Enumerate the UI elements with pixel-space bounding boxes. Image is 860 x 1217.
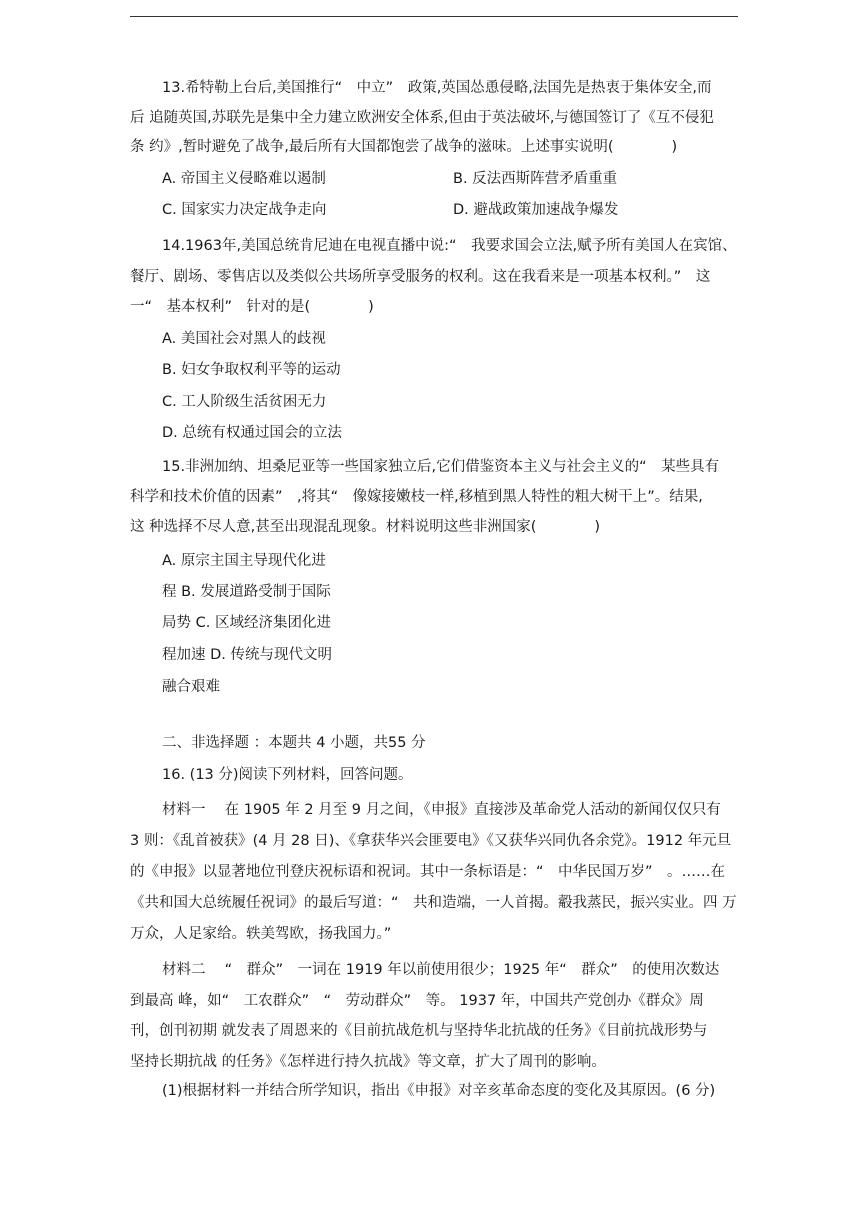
material2-line-3: 刊，创刊初期 就发表了周恩来的《目前抗战危机与坚持华北抗战的任务》《目前抗战形势与 [130,1023,708,1039]
q14-option-c: C. 工人阶级生活贫困无力 [162,394,327,410]
q14-line-3: 一“ 基本权利” 针对的是( ) [130,299,374,315]
q15-line-3: 这 种选择不尽人意,甚至出现混乱现象。材料说明这些非洲国家( ) [130,519,601,535]
q14-option-b: B. 妇女争取权利平等的运动 [162,362,341,378]
material2-line-4: 坚持长期抗战 的任务》《怎样进行持久抗战》等文章，扩大了周刊的影响。 [130,1054,606,1070]
material2-line-1: 材料二 “ 群众” 一词在 1919 年以前使用很少；1925 年“ 群众” 的使用次数达 [162,962,720,978]
q15-options-line-3: 局势 C. 区域经济集团化进 [162,615,331,631]
material1-line-4: 《共和国大总统履任祝词》的最后写道：“ 共和造端，一人首揭。觳我蒸民，振兴实业。四 万 [130,895,737,911]
q15-options-line-1: A. 原宗主国主导现代化进 [162,553,326,569]
q15-options-line-2: 程 B. 发展道路受制于国际 [162,584,331,600]
q13-line-1: 13.希特勒上台后,美国推行“ 中立” 政策,英国怂恿侵略,法国先是热衷于集体安全,而 [162,80,712,96]
q14-option-a: A. 美国社会对黑人的歧视 [162,331,326,347]
q13-option-b: B. 反法西斯阵营矛盾重重 [453,171,618,187]
material2-line-2: 到最高 峰，如“ 工农群众” “ 劳动群众” 等。 1937 年，中国共产党创办《群众》周 [130,993,704,1009]
material1-line-3: 的《申报》以显著地位刊登庆祝标语和祝词。其中一条标语是：“ 中华民国万岁” 。……在 [130,864,726,880]
q14-line-1: 14.1963年,美国总统肯尼迪在电视直播中说:“ 我要求国会立法,赋予所有美国人在宾馆、 [162,238,737,254]
q13-option-c: C. 国家实力决定战争走向 [162,202,327,218]
q16-intro: 16. (13 分)阅读下列材料，回答问题。 [162,767,413,783]
q13-option-d: D. 避战政策加速战争爆发 [453,202,619,218]
q15-line-1: 15.非洲加纳、坦桑尼亚等一些国家独立后,它们借鉴资本主义与社会主义的“ 某些具有 [162,459,720,475]
material1-line-1: 材料一 在 1905 年 2 月至 9 月之间，《申报》直接涉及革命党人活动的新闻仅仅只有 [162,802,721,818]
q15-options-line-4: 程加速 D. 传统与现代文明 [162,647,332,663]
material1-line-5: 万众，人足家给。轶美驾欧，扬我国力。” [130,926,392,942]
q14-line-2: 餐厅、剧场、零售店以及类似公共场所享受服务的权利。这在我看来是一项基本权利。” 这 [130,269,711,285]
q13-line-2: 后 追随英国,苏联先是集中全力建立欧洲安全体系,但由于英法破坏,与德国签订了《互不侵犯 [130,110,714,126]
q15-line-2: 科学和技术价值的因素” ,将其“ 像嫁接嫩枝一样,移植到黑人特性的粗大树干上”。结果, [130,489,703,505]
section2-heading: 二、非选择题 ：本题共 4 小题，共55 分 [162,735,426,751]
header-rule [130,16,738,17]
q13-line-3: 条 约》,暂时避免了战争,最后所有大国都饱尝了战争的滋味。上述事实说明( ) [130,139,678,155]
q15-options-line-5: 融合艰难 [162,679,220,695]
q14-option-d: D. 总统有权通过国会的立法 [162,425,342,441]
q16-sub-1: (1)根据材料一并结合所学知识，指出《申报》对辛亥革命态度的变化及其原因。(6 分) [162,1083,716,1099]
material1-line-2: 3 则：《乱首被获》(4 月 28 日)、《拿获华兴会匪要电》《又获华兴同仇各余党》。1912 年元旦 [130,833,732,849]
q13-option-a: A. 帝国主义侵略难以遏制 [162,171,326,187]
